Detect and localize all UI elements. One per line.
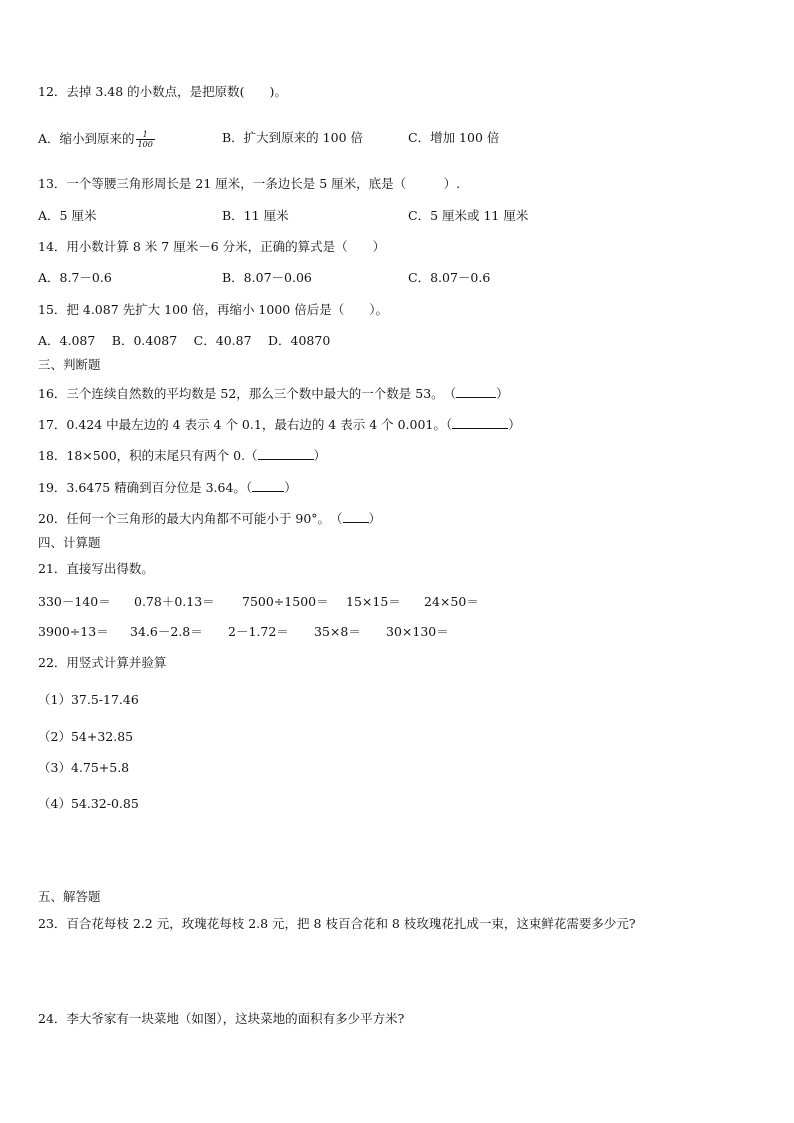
fraction <box>136 130 155 149</box>
option-a-text: A．缩小到原来的 <box>38 131 135 146</box>
calc-item: 3900÷13＝ <box>38 624 109 639</box>
calc-item: 30×130＝ <box>386 624 449 639</box>
question-16-close: ） <box>496 386 509 401</box>
section-5-title: 五、解答题 <box>38 889 101 904</box>
question-22-stem: 22．用竖式计算并验算 <box>38 655 167 670</box>
question-17-close: ） <box>508 417 521 432</box>
question-22-item: （4）54.32-0.85 <box>38 796 139 811</box>
question-13-option-a: A．5 厘米 <box>38 208 97 223</box>
question-20-text: 20．任何一个三角形的最大内角都不可能小于 90°。 （ <box>38 511 343 526</box>
question-17 <box>38 416 521 433</box>
calc-item: 34.6－2.8＝ <box>130 624 203 639</box>
answer-blank[interactable] <box>452 416 508 429</box>
calc-item: 330－140＝ <box>38 594 111 609</box>
question-21-stem: 21．直接写出得数。 <box>38 561 154 576</box>
question-16 <box>38 385 509 402</box>
calc-item: 0.78＋0.13＝ <box>134 594 215 609</box>
question-19-text: 19．3.6475 精确到百分位是 3.64。（ <box>38 480 253 495</box>
question-20 <box>38 510 381 527</box>
question-17-text: 17．0.424 中最左边的 4 表示 4 个 0.1，最右边的 4 表示 4 个 0.001。（ <box>38 417 453 432</box>
question-22-item: （1）37.5-17.46 <box>38 692 139 707</box>
question-14-option-a: A．8.7－0.6 <box>38 270 112 285</box>
question-18 <box>38 447 326 464</box>
section-3-title: 三、判断题 <box>38 357 101 372</box>
question-18-text: 18．18×500，积的末尾只有两个 0.（ <box>38 448 258 463</box>
question-13-option-c: C．5 厘米或 11 厘米 <box>408 208 529 223</box>
question-12-option-c: C．增加 100 倍 <box>408 130 500 145</box>
question-22-item: （3）4.75+5.8 <box>38 760 130 775</box>
question-16-text: 16．三个连续自然数的平均数是 52，那么三个数中最大的一个数是 53。 （ <box>38 386 457 401</box>
answer-blank[interactable] <box>252 479 284 492</box>
question-13-option-b: B．11 厘米 <box>222 208 289 223</box>
question-14-option-c: C．8.07－0.6 <box>408 270 491 285</box>
answer-blank[interactable] <box>456 385 496 398</box>
question-13-stem: 13．一个等腰三角形周长是 21 厘米，一条边长是 5 厘米，底是（ ）. <box>38 176 461 191</box>
question-23: 23．百合花每枝 2.2 元，玫瑰花每枝 2.8 元，把 8 枝百合花和 8 枝玫瑰花扎成一束，这束鲜花需要多少元? <box>38 916 636 931</box>
question-18-close: ） <box>313 448 327 463</box>
question-22-item: （2）54+32.85 <box>38 729 134 744</box>
question-15-options: A．4.087 B．0.4087 C．40.87 D．40870 <box>38 333 331 348</box>
calc-item: 24×50＝ <box>424 594 479 609</box>
answer-blank[interactable] <box>343 510 369 523</box>
fraction-numerator: 1 <box>136 130 155 140</box>
calc-item: 7500÷1500＝ <box>242 594 329 609</box>
question-20-close: ） <box>368 511 382 526</box>
calc-item: 2－1.72＝ <box>228 624 289 639</box>
question-19 <box>38 479 297 496</box>
question-15-stem: 15．把 4.087 先扩大 100 倍，再缩小 1000 倍后是（ ）。 <box>38 302 388 317</box>
question-14-option-b: B．8.07－0.06 <box>222 270 312 285</box>
question-24: 24．李大爷家有一块菜地（如图），这块菜地的面积有多少平方米? <box>38 1011 405 1026</box>
question-19-close: ） <box>284 480 297 495</box>
calc-item: 35×8＝ <box>314 624 361 639</box>
question-12-option-b: B．扩大到原来的 100 倍 <box>222 130 363 145</box>
question-12-option-a <box>38 130 155 149</box>
question-12-stem: 12．去掉 3.48 的小数点，是把原数( )。 <box>38 84 287 99</box>
fraction-denominator: 100 <box>137 140 153 149</box>
section-4-title: 四、计算题 <box>38 535 101 550</box>
calc-item: 15×15＝ <box>346 594 401 609</box>
answer-blank[interactable] <box>258 447 314 460</box>
question-14-stem: 14．用小数计算 8 米 7 厘米－6 分米，正确的算式是（ ） <box>38 239 386 254</box>
